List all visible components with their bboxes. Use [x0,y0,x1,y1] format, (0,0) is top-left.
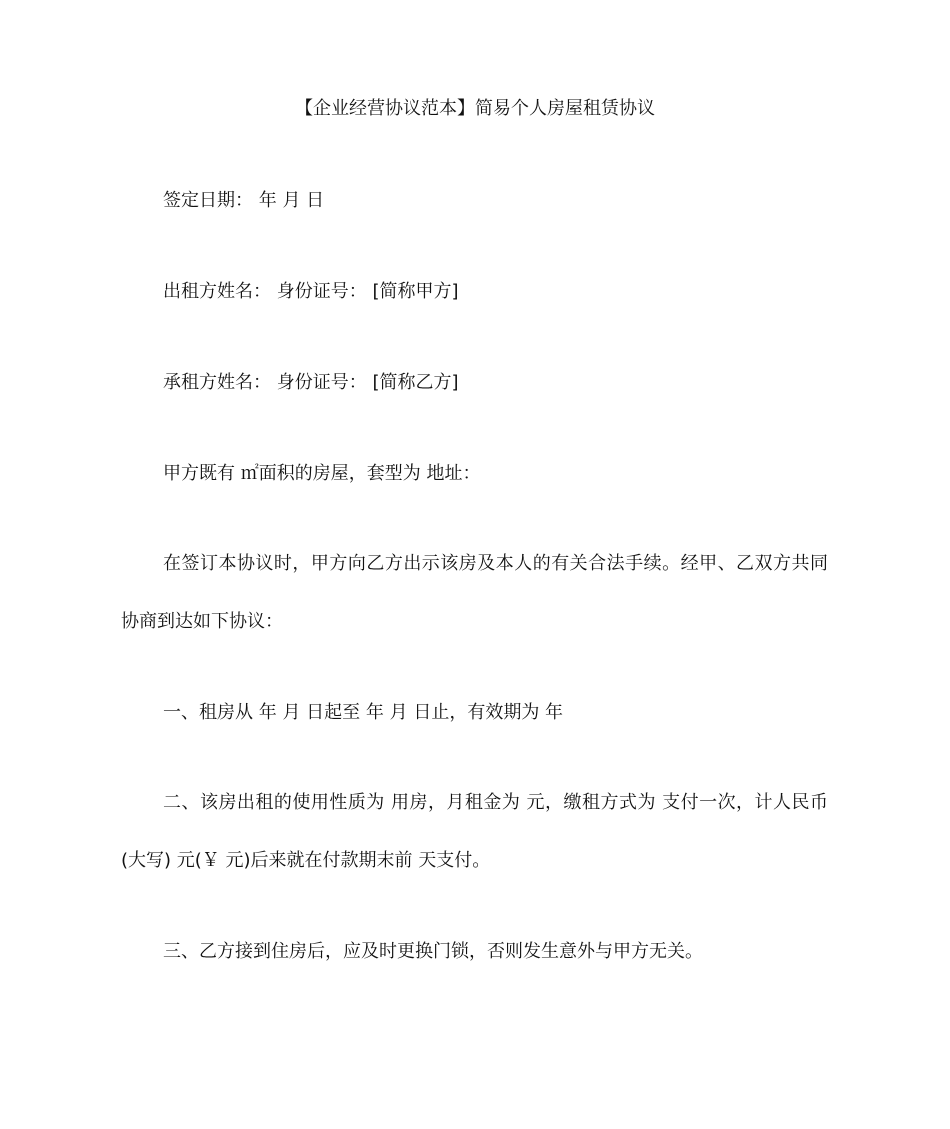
intro-paragraph-line-2: 协商到达如下协议： [121,611,283,632]
clause-2-line-1: 二、该房出租的使用性质为 用房，月租金为 元，缴租方式为 支付一次，计人民币 [163,792,828,813]
document-title: 【企业经营协议范本】简易个人房屋租赁协议 [295,98,655,119]
property-line: 甲方既有 ㎡面积的房屋，套型为 地址： [163,463,481,484]
sign-date-line: 签定日期： 年 月 日 [163,190,325,211]
intro-paragraph-line-1: 在签订本协议时，甲方向乙方出示该房及本人的有关合法手续。经甲、乙双方共同 [163,553,828,574]
clause-3: 三、乙方接到住房后，应及时更换门锁，否则发生意外与甲方无关。 [163,941,703,962]
lessor-line: 出租方姓名： 身份证号： [简称甲方] [163,281,459,302]
lessee-line: 承租方姓名： 身份证号： [简称乙方] [163,372,459,393]
clause-1: 一、租房从 年 月 日起至 年 月 日止，有效期为 年 [163,702,564,723]
clause-2-line-2: (大写) 元(￥ 元)后来就在付款期末前 天支付。 [121,850,491,871]
